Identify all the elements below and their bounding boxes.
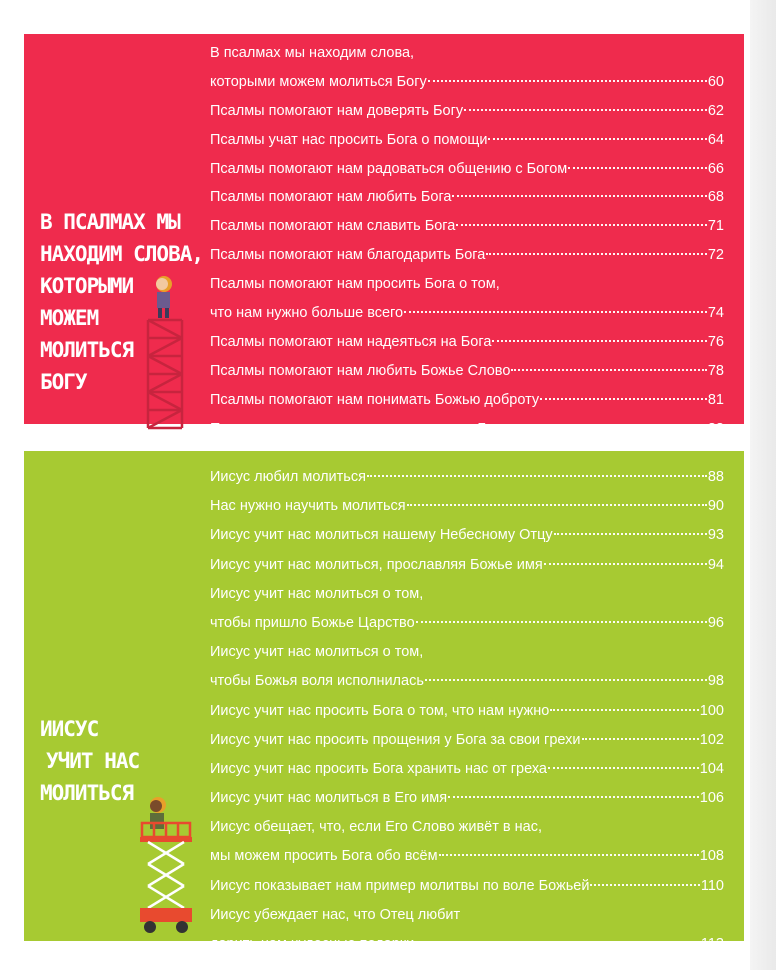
toc-page-number: 106 (699, 790, 724, 807)
toc-entry-line[interactable] (210, 901, 724, 930)
toc-page-number: 74 (707, 305, 724, 322)
dot-leader (548, 767, 699, 769)
dot-leader (582, 738, 699, 740)
scaffold-child-illustration (142, 270, 188, 430)
toc-entry[interactable] (210, 463, 724, 492)
toc-entry[interactable] (210, 183, 724, 212)
toc-page-number: 88 (707, 469, 724, 485)
toc-entry-text: Иисус учит нас просить прощения у Бога за свои грехи (210, 731, 581, 748)
toc-entry-text: Иисус учит нас просить Бога о том, что нам нужно (210, 702, 550, 719)
toc-page-number: 71 (707, 218, 724, 235)
dot-leader (486, 253, 707, 255)
toc-entry[interactable] (210, 551, 724, 580)
dot-leader (439, 854, 699, 856)
dot-leader (568, 167, 707, 169)
toc-entry-text: Псалмы помогают нам понимать Божью доброту (210, 391, 540, 408)
toc-entry-line[interactable] (210, 580, 724, 609)
toc-entry-line[interactable] (210, 813, 724, 842)
toc-entry-text: чтобы Божья воля исполнилась (210, 673, 424, 690)
toc-entry-text: Иисус убеждает нас, что Отец любит (210, 906, 461, 923)
toc-page-number: 60 (707, 73, 724, 90)
toc-entry[interactable] (210, 155, 724, 184)
dot-leader (452, 195, 706, 197)
toc-entry[interactable] (210, 872, 724, 901)
toc-entry[interactable] (210, 415, 724, 444)
jesus-title-line: МОЛИТЬСЯ (40, 781, 134, 805)
dot-leader (550, 709, 698, 711)
toc-page-number: 96 (707, 614, 724, 631)
toc-entry-text: Иисус учит нас просить Бога хранить нас от греха (210, 760, 547, 777)
toc-entry-text: Иисус учит нас молиться о том, (210, 585, 424, 602)
toc-entry-text: чтобы пришло Божье Царство (210, 614, 415, 631)
dot-leader (464, 109, 707, 111)
toc-entry-text: Нас нужно научить молиться (210, 498, 406, 515)
toc-entry[interactable] (210, 930, 724, 959)
psalms-title-line: В ПСАЛМАХ МЫ (40, 210, 180, 234)
toc-entry-text: Псалмы помогают нам верить в то, что Бог знает нас (210, 420, 569, 437)
toc-entry-text: Иисус показывает нам пример молитвы по воле Божьей (210, 877, 590, 894)
toc-page-number: 93 (707, 527, 724, 544)
page-edge (750, 0, 776, 970)
toc-page-number: 94 (707, 556, 724, 573)
toc-entry-text: Псалмы помогают нам славить Бога (210, 218, 456, 235)
dot-leader (590, 884, 699, 886)
dot-leader (456, 224, 707, 226)
scissor-lift-illustration (138, 795, 198, 937)
toc-page-number: 62 (707, 102, 724, 119)
toc-page-number: 83 (707, 420, 724, 437)
toc-entry-text: Псалмы учат нас просить Бога о помощи (210, 131, 488, 148)
toc-page-number: 98 (707, 673, 724, 690)
dot-leader (448, 796, 699, 798)
toc-entry[interactable] (210, 755, 724, 784)
toc-entry[interactable] (210, 299, 724, 328)
jesus-title-line: ИИСУС (40, 717, 99, 741)
toc-entry-text: Псалмы помогают нам доверять Богу (210, 102, 464, 119)
toc-entry-text: мы можем просить Бога обо всём (210, 848, 438, 865)
jesus-title-line: УЧИТ НАС (46, 749, 140, 773)
toc-entry-text: Псалмы помогают нам любить Божье Слово (210, 362, 511, 379)
toc-entry-text: что нам нужно больше всего (210, 305, 404, 322)
dot-leader (407, 504, 707, 506)
toc-entry-text: которыми можем молиться Богу (210, 73, 427, 90)
toc-entry[interactable] (210, 492, 724, 521)
toc-page-number: 68 (707, 189, 724, 206)
toc-page-number: 113 (700, 936, 724, 952)
toc-entry-line[interactable] (210, 638, 724, 667)
psalms-title-line: МОЖЕМ (40, 306, 99, 330)
toc-entry-line[interactable] (210, 39, 724, 68)
toc-entry-text: Псалмы помогают нам просить Бога о том, (210, 276, 500, 293)
psalms-section (24, 34, 744, 437)
toc-page-number: 102 (699, 731, 724, 748)
psalms-toc (210, 39, 724, 443)
dot-leader (492, 340, 706, 342)
toc-page-number: 78 (707, 362, 724, 379)
toc-entry[interactable] (210, 784, 724, 813)
jesus-section (24, 451, 744, 952)
toc-entry-text: Псалмы помогают нам любить Бога (210, 189, 452, 206)
toc-entry-text: Псалмы помогают нам радоваться общению с Богом (210, 160, 568, 177)
toc-entry[interactable] (210, 521, 724, 550)
toc-entry[interactable] (210, 667, 724, 696)
toc-page-number: 76 (707, 333, 724, 350)
toc-entry[interactable] (210, 357, 724, 386)
toc-entry-text: Иисус обещает, что, если Его Слово живёт в нас, (210, 819, 542, 836)
dot-leader (544, 563, 707, 565)
dot-leader (511, 369, 706, 371)
toc-entry[interactable] (210, 328, 724, 357)
toc-entry[interactable] (210, 68, 724, 97)
toc-entry-text: Псалмы помогают нам благодарить Бога (210, 247, 486, 264)
toc-entry-text: Иисус учит нас молиться в Его имя (210, 790, 448, 807)
toc-entry[interactable] (210, 212, 724, 241)
dot-leader (570, 427, 707, 429)
dot-leader (428, 80, 707, 82)
toc-entry[interactable] (210, 126, 724, 155)
dot-leader (367, 475, 707, 477)
toc-page-number: 108 (699, 848, 724, 865)
dot-leader (404, 311, 707, 313)
toc-page-number: 64 (707, 131, 724, 148)
toc-entry-text: Псалмы помогают нам надеяться на Бога (210, 333, 492, 350)
toc-entry-line[interactable] (210, 270, 724, 299)
dot-leader (488, 138, 706, 140)
jesus-section-title (40, 713, 139, 809)
toc-page-number: 81 (707, 391, 724, 408)
toc-entry-text: Иисус учит нас молиться, прославляя Божье имя (210, 556, 543, 573)
toc-page-number: 72 (707, 247, 724, 264)
toc-entry-text: дарить нам чудесные подарки (210, 936, 415, 952)
jesus-toc (210, 463, 724, 959)
toc-page-number: 66 (707, 160, 724, 177)
toc-entry[interactable] (210, 97, 724, 126)
toc-entry-text: Иисус учит нас молиться нашему Небесному Отцу (210, 527, 553, 544)
psalms-title-line: НАХОДИМ СЛОВА, (40, 242, 204, 266)
dot-leader (540, 398, 707, 400)
dot-leader (554, 533, 707, 535)
dot-leader (425, 679, 707, 681)
psalms-title-line: КОТОРЫМИ (40, 274, 134, 298)
toc-page-number: 100 (699, 702, 724, 719)
psalms-title-line: МОЛИТЬСЯ (40, 338, 134, 362)
dot-leader (415, 942, 700, 944)
toc-page-number: 90 (707, 498, 724, 515)
psalms-title-line: БОГУ (40, 370, 87, 394)
toc-entry[interactable] (210, 609, 724, 638)
toc-entry[interactable] (210, 241, 724, 270)
toc-entry-text: Иисус любил молиться (210, 469, 366, 485)
toc-entry[interactable] (210, 726, 724, 755)
toc-entry-text: Иисус учит нас молиться о том, (210, 644, 424, 661)
toc-entry[interactable] (210, 697, 724, 726)
toc-page-number: 104 (699, 760, 724, 777)
toc-page-number: 110 (700, 877, 724, 894)
toc-entry-text: В псалмах мы находим слова, (210, 45, 415, 61)
toc-entry[interactable] (210, 842, 724, 871)
toc-entry[interactable] (210, 386, 724, 415)
dot-leader (416, 621, 707, 623)
